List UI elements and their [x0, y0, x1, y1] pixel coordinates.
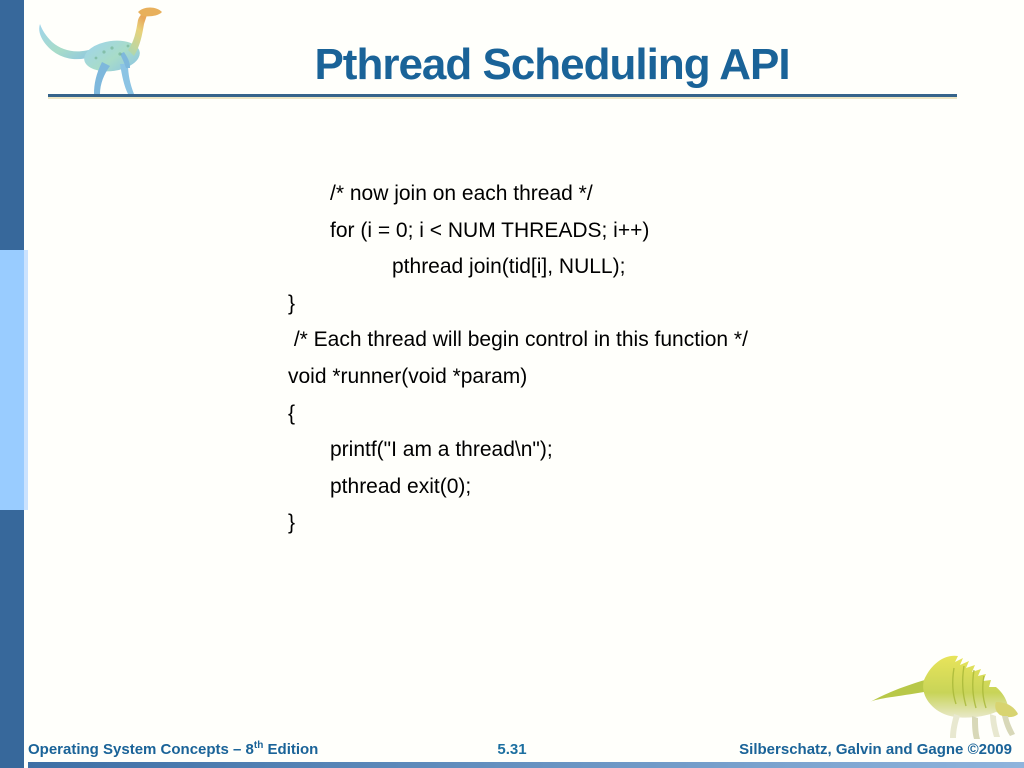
code-line: }	[288, 291, 296, 315]
code-line: pthread join(tid[i], NULL);	[392, 255, 626, 279]
code-line: for (i = 0; i < NUM THREADS; i++)	[330, 218, 650, 242]
footer-book-pre: Operating System Concepts – 8	[28, 741, 254, 758]
sidebar-band-dark-bottom	[0, 510, 24, 768]
code-block	[288, 176, 968, 542]
code-line: printf("I am a thread\n");	[330, 438, 553, 462]
footer-authors: Silberschatz, Galvin and Gagne ©2009	[739, 741, 1012, 758]
bottom-accent-bar	[28, 762, 1024, 768]
code-line: }	[288, 511, 296, 535]
code-line: /* Each thread will begin control in this function */	[288, 328, 748, 352]
sidebar-accent-bar	[0, 0, 32, 768]
code-line: /* now join on each thread */	[330, 182, 593, 205]
dinosaur-art-icon	[862, 640, 1024, 744]
code-line: {	[288, 401, 296, 425]
title-underline	[48, 94, 957, 97]
sidebar-band-light-edge	[24, 250, 28, 510]
slide-title: Pthread Scheduling API	[314, 40, 790, 89]
code-line: pthread exit(0);	[330, 474, 472, 498]
sidebar-band-light-middle	[0, 250, 24, 510]
code-line: void *runner(void *param)	[288, 364, 528, 388]
page-number: 5.31	[497, 741, 527, 758]
footer-book-post: Edition	[263, 741, 319, 758]
footer-book-sup: th	[253, 740, 264, 751]
sidebar-band-dark-top	[0, 0, 24, 250]
